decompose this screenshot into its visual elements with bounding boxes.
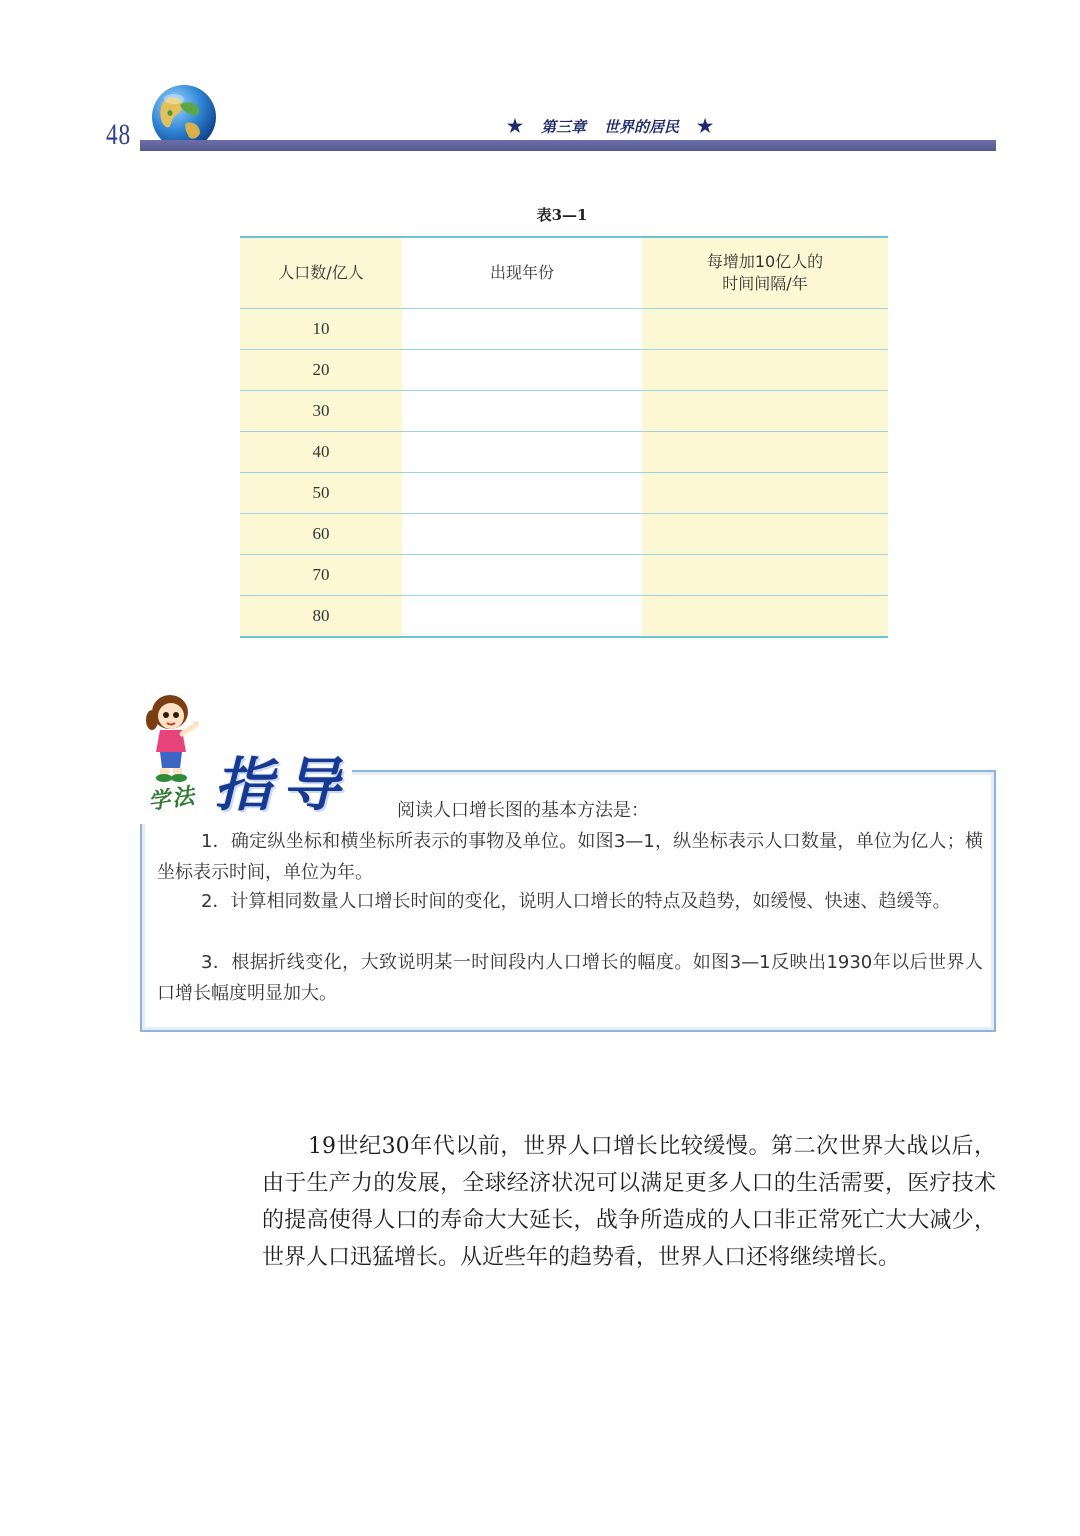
header-interval-line1: 每增加10亿人的 xyxy=(706,252,824,271)
cell-interval xyxy=(642,391,888,432)
table-row xyxy=(240,391,888,432)
body-paragraph: 19世纪30年代以前，世界人口增长比较缓慢。第二次世界大战以后，由于生产力的发展，全球经济状况可以满足更多人口的生活需要，医疗技术的提高使得人口的寿命大大延长，战争所造成的人口非正常死亡大大减少，世界人口迅猛增长。从近些年的趋势看，世界人口还将继续增长。 xyxy=(262,1134,996,1270)
cell-year xyxy=(402,350,642,391)
star-icon: ★ xyxy=(697,115,714,137)
cell-population: 80 xyxy=(240,596,402,638)
girl-mascot-icon xyxy=(140,690,206,782)
header-interval xyxy=(642,237,888,309)
header-interval-line2: 时间间隔/年 xyxy=(722,274,808,293)
cell-year xyxy=(402,432,642,473)
chapter-title: 世界的居民 xyxy=(604,117,680,136)
method-label: 学法 xyxy=(146,782,198,816)
page-number: 48 xyxy=(106,118,131,151)
cell-population: 70 xyxy=(240,555,402,596)
cell-population: 20 xyxy=(240,350,402,391)
cell-population: 30 xyxy=(240,391,402,432)
cell-interval xyxy=(642,555,888,596)
table-row xyxy=(240,350,888,391)
cell-year xyxy=(402,473,642,514)
cell-interval xyxy=(642,514,888,555)
method-intro: 阅读人口增长图的基本方法是： xyxy=(397,800,649,821)
method-title: 指导 xyxy=(214,751,351,819)
table-row xyxy=(240,432,888,473)
cell-interval xyxy=(642,350,888,391)
star-icon: ★ xyxy=(506,115,523,137)
cell-year xyxy=(402,309,642,350)
header-bar xyxy=(140,140,996,151)
cell-population: 10 xyxy=(240,309,402,350)
cell-interval xyxy=(642,432,888,473)
population-table xyxy=(240,236,888,638)
cell-year xyxy=(402,555,642,596)
header-year: 出现年份 xyxy=(402,237,642,309)
cell-year xyxy=(402,596,642,638)
table-header-row xyxy=(240,237,888,309)
cell-population: 50 xyxy=(240,473,402,514)
method-item-3: 3．根据折线变化，大致说明某一时间段内人口增长的幅度。如图3—1反映出1930年以后世界人口增长幅度明显加大。 xyxy=(157,952,983,1004)
header-population: 人口数/亿人 xyxy=(240,237,402,309)
table-caption: 表3—1 xyxy=(536,206,588,224)
table-row xyxy=(240,473,888,514)
table-row xyxy=(240,514,888,555)
table-row xyxy=(240,309,888,350)
cell-interval xyxy=(642,309,888,350)
cell-interval xyxy=(642,596,888,638)
chapter-number: 第三章 xyxy=(540,117,586,136)
cell-year xyxy=(402,514,642,555)
running-header xyxy=(480,113,740,139)
method-item-1: 1．确定纵坐标和横坐标所表示的事物及单位。如图3—1，纵坐标表示人口数量，单位为亿人；横坐标表示时间，单位为年。 xyxy=(157,831,983,883)
cell-interval xyxy=(642,473,888,514)
table-row xyxy=(240,596,888,638)
method-item-2: 2．计算相同数量人口增长时间的变化，说明人口增长的特点及趋势，如缓慢、快速、趋缓等。 xyxy=(201,891,951,912)
cell-year xyxy=(402,391,642,432)
cell-population: 40 xyxy=(240,432,402,473)
cell-population: 60 xyxy=(240,514,402,555)
table-row xyxy=(240,555,888,596)
